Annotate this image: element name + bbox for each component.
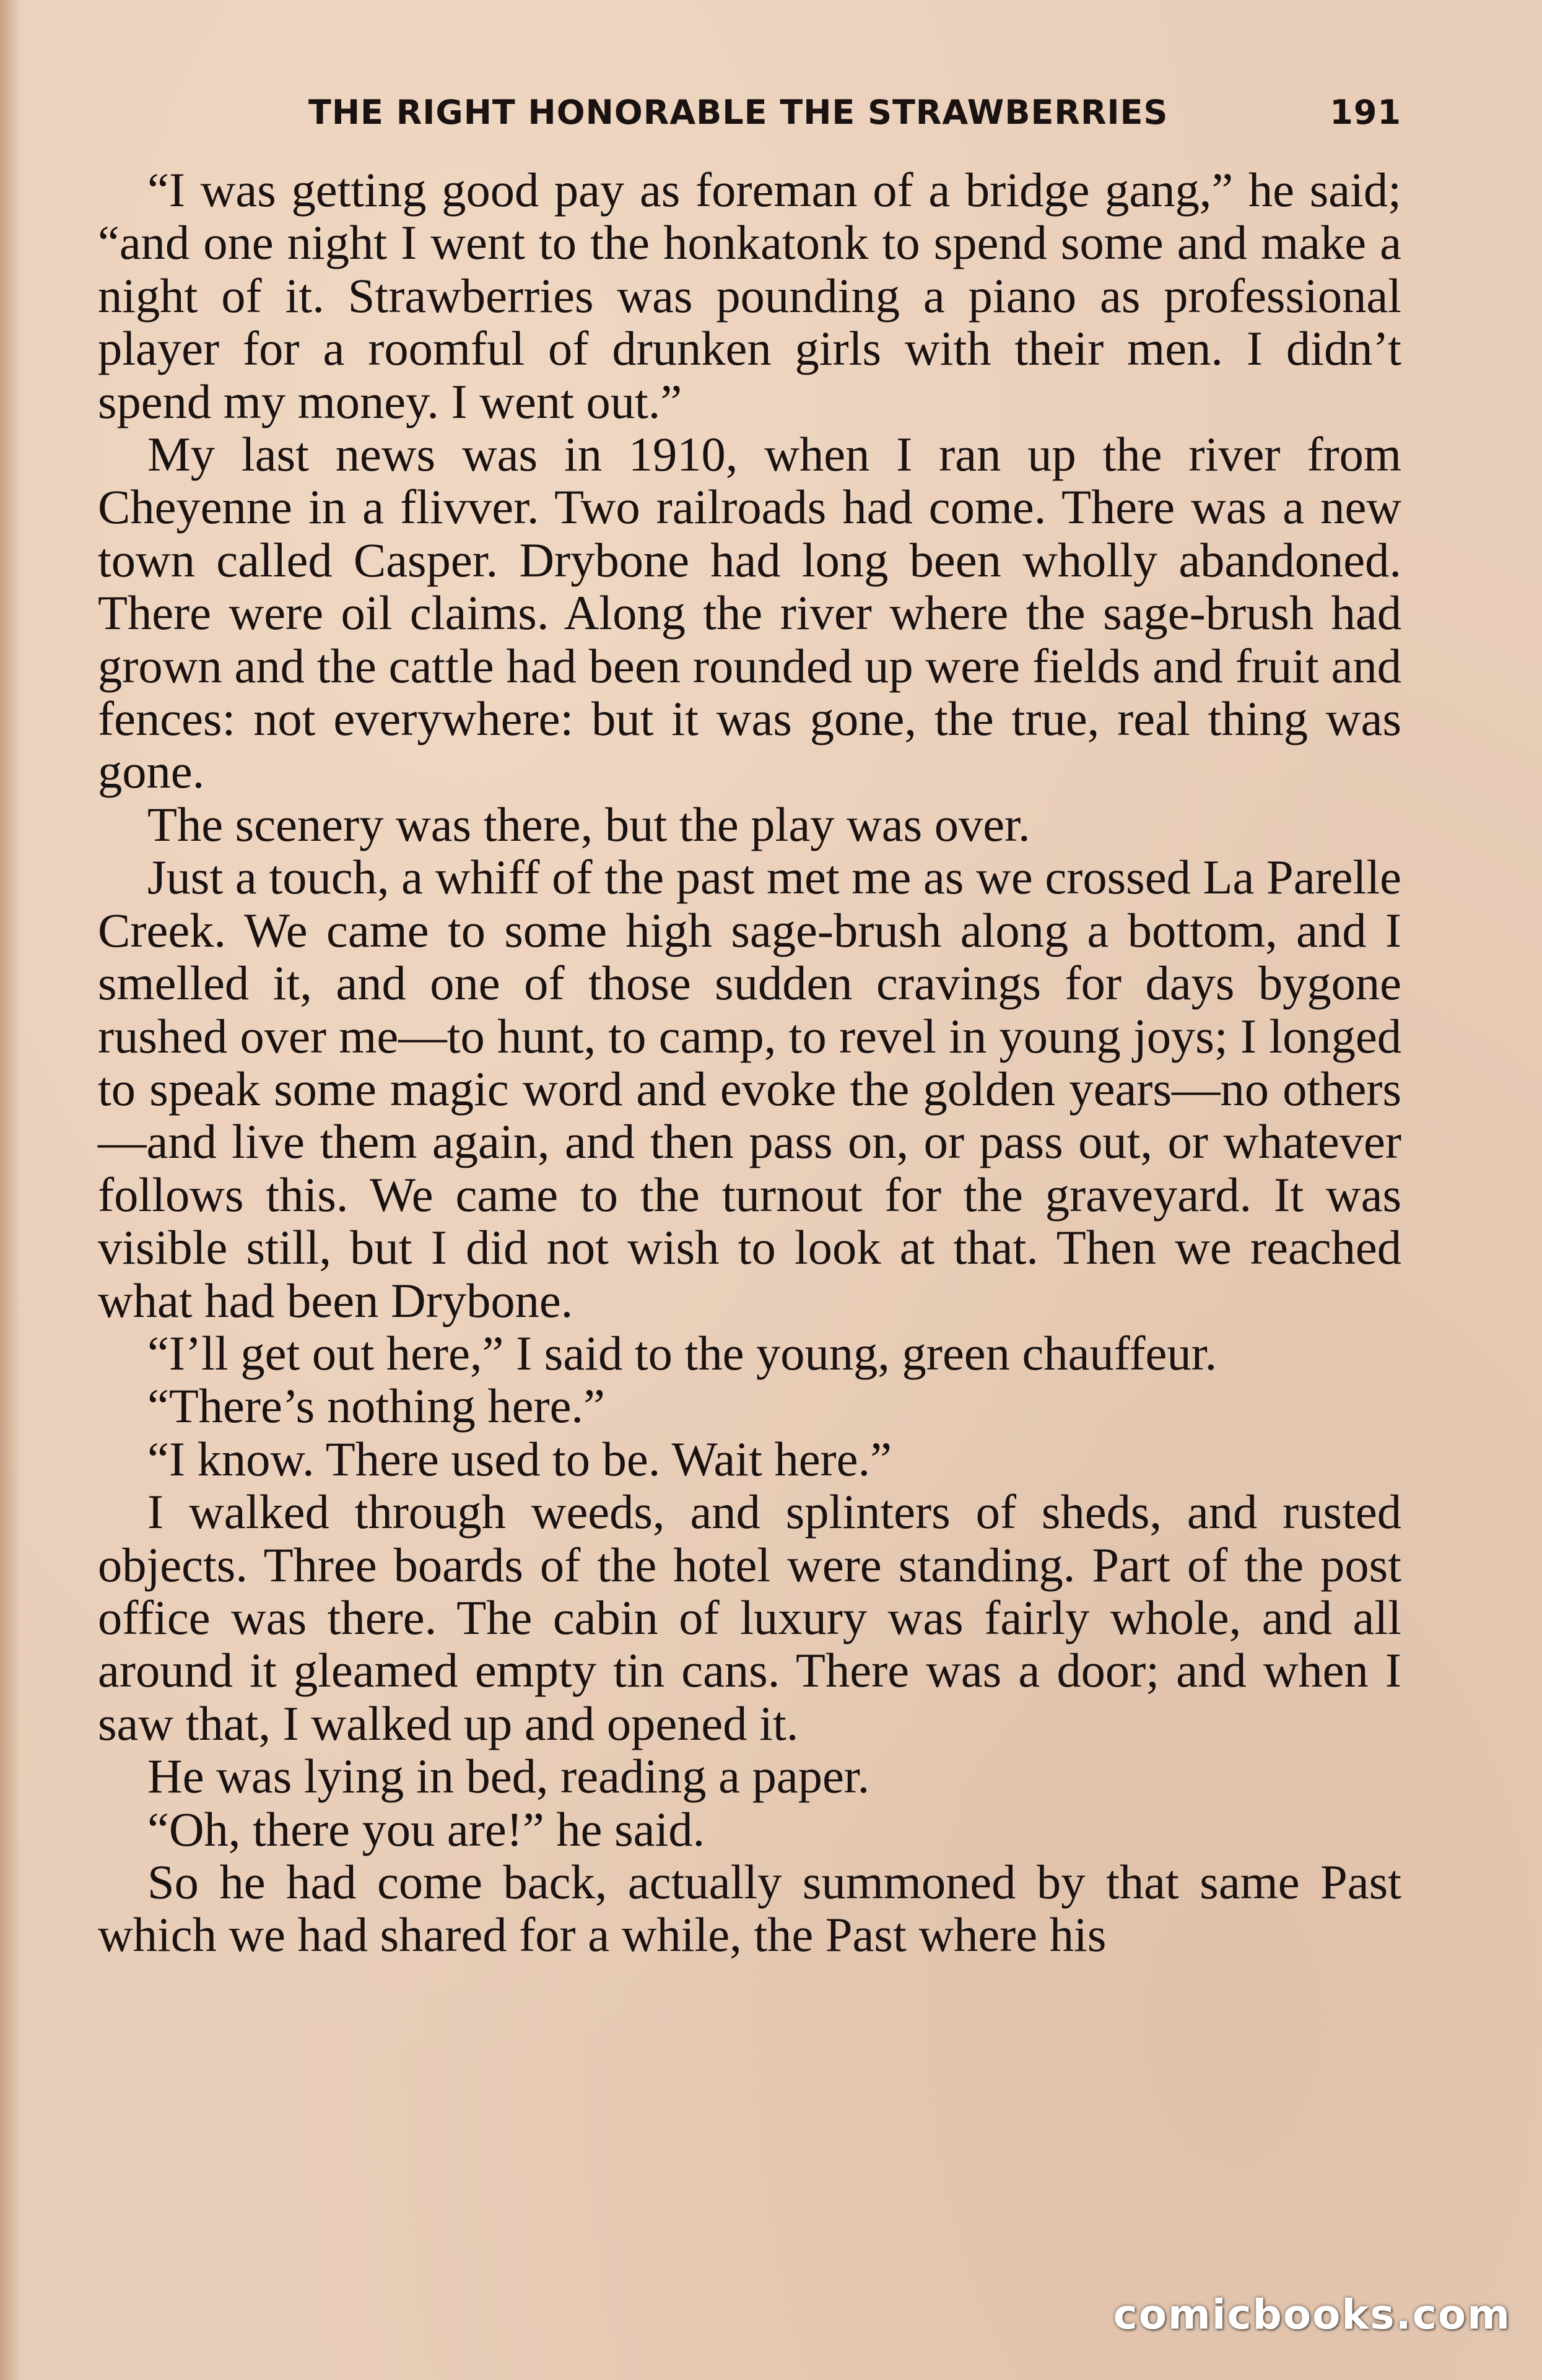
paragraph: “I know. There used to be. Wait here.” — [147, 1431, 892, 1486]
running-title: THE RIGHT HONORABLE THE STRAWBERRIES — [308, 93, 1169, 132]
body-text — [98, 163, 1401, 2225]
page-edge-shadow — [0, 0, 21, 2380]
paragraph: My last news was in 1910, when I ran up the river from Cheyenne in a flivver. Two railroads had come. There was a new town called Casper. Drybone had long been wholly abandoned. There were oil claims. Along the river where the sage-brush had grown and the cattle had been rounded up were fields and fruit and fences: not everywhere: but it was gone, the true, real thing was gone. — [98, 427, 1401, 799]
paragraph: The scenery was there, but the play was over. — [147, 797, 1030, 851]
paragraph: He was lying in bed, reading a paper. — [147, 1749, 870, 1804]
paragraph: “Oh, there you are!” he said. — [147, 1802, 705, 1856]
paragraph: “I’ll get out here,” I said to the young, green chauffeur. — [147, 1326, 1217, 1380]
paragraph: So he had come back, actually summoned by that same Past which we had shared for a while, the Past where his — [98, 1855, 1401, 1962]
paragraph: I walked through weeds, and splinters of sheds, and rusted objects. Three boards of the hotel were standing. Part of the post office was there. The cabin of luxury was fairly whole, and all around it gleamed empty tin cans. There was a door; and when I saw that, I walked up and opened it. — [98, 1485, 1401, 1750]
paragraph: “I was getting good pay as foreman of a bridge gang,” he said; “and one night I went to the honkatonk to spend some and make a night of it. Strawberries was pounding a piano as professional player for a roomful of drunken girls with their men. I didn’t spend my money. I went out.” — [98, 163, 1401, 428]
watermark: comicbooks.com — [1113, 2291, 1511, 2339]
page-number: 191 — [1330, 93, 1401, 132]
paragraph: “There’s nothing here.” — [147, 1379, 605, 1433]
paragraph: Just a touch, a whiff of the past met me as we crossed La Parelle Creek. We came to some high sage-brush along a bottom, and I smelled it, and one of those sudden cravings for days bygone rushed over me—to hunt, to camp, to revel in young joys; I longed to speak some magic word and evoke the golden years—no others—and live them again, and then pass on, or pass out, or whatever follows this. We came to the turnout for the graveyard. It was visible still, but I did not wish to look at that. Then we reached what had been Drybone. — [98, 850, 1401, 1327]
running-header — [98, 87, 1401, 142]
